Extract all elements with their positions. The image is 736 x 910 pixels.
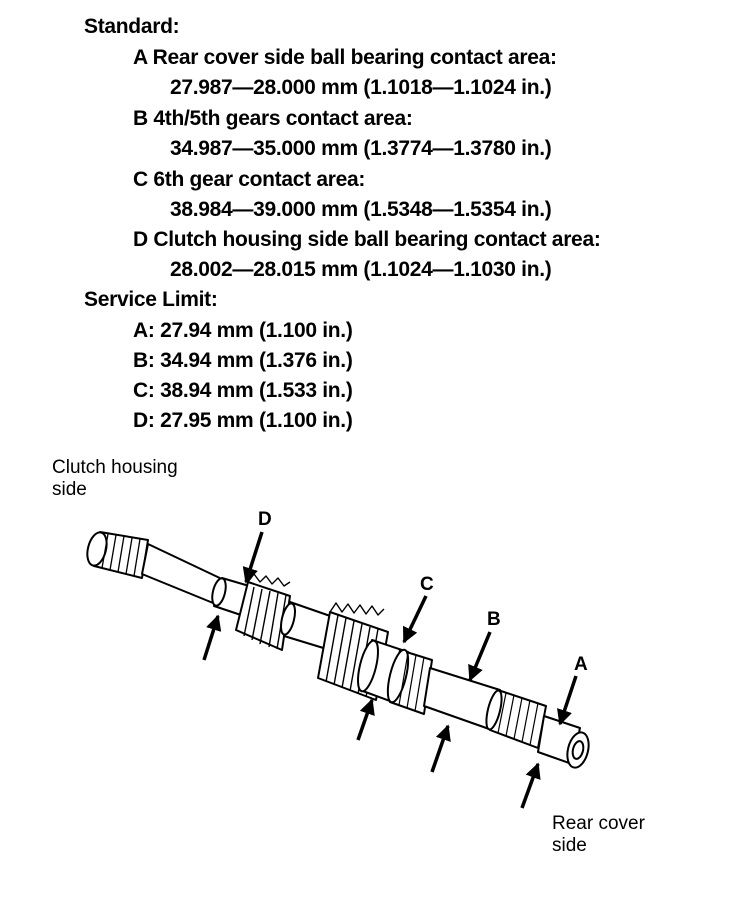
standard-item-b-name: B 4th/5th gears contact area: (133, 107, 413, 130)
arrow-b-bottom (432, 726, 448, 772)
arrow-d-bottom (204, 616, 218, 660)
standard-item-a-value: 27.987—28.000 mm (1.1018—1.1024 in.) (170, 76, 552, 99)
clutch-side-caption-line2: side (52, 479, 87, 500)
rear-splines (483, 689, 546, 748)
standard-item-a-name: A Rear cover side ball bearing contact area: (133, 46, 557, 69)
service-limit-d: D: 27.95 mm (1.100 in.) (133, 409, 353, 432)
standard-item-d-value: 28.002—28.015 mm (1.1024—1.1030 in.) (170, 258, 552, 281)
arrow-a-bottom (522, 764, 538, 808)
label-b: B (487, 609, 501, 630)
service-limit-a: A: 27.94 mm (1.100 in.) (133, 319, 353, 342)
standard-heading: Standard: (84, 15, 180, 38)
standard-item-b-value: 34.987—35.000 mm (1.3774—1.3780 in.) (170, 137, 552, 160)
clutch-side-caption-line1: Clutch housing (52, 457, 178, 478)
arrow-c-top (404, 596, 426, 642)
arrow-c-bottom (358, 700, 372, 740)
arrow-a-top (560, 676, 576, 724)
label-a: A (574, 654, 588, 675)
label-d: D (258, 509, 272, 530)
rear-side-caption-line2: side (552, 835, 587, 856)
service-limit-b: B: 34.94 mm (1.376 in.) (133, 349, 353, 372)
label-c: C (420, 574, 434, 595)
clutch-end-splines (84, 530, 148, 578)
standard-item-c-value: 38.984—39.000 mm (1.5348—1.5354 in.) (170, 198, 552, 221)
rear-side-caption-line1: Rear cover (552, 813, 645, 834)
service-limit-heading: Service Limit: (84, 288, 218, 311)
standard-item-d-name: D Clutch housing side ball bearing contact area: (133, 228, 601, 251)
standard-item-c-name: C 6th gear contact area: (133, 168, 366, 191)
arrow-b-top (470, 632, 490, 680)
mainshaft (84, 530, 592, 770)
service-limit-c: C: 38.94 mm (1.533 in.) (133, 379, 353, 402)
